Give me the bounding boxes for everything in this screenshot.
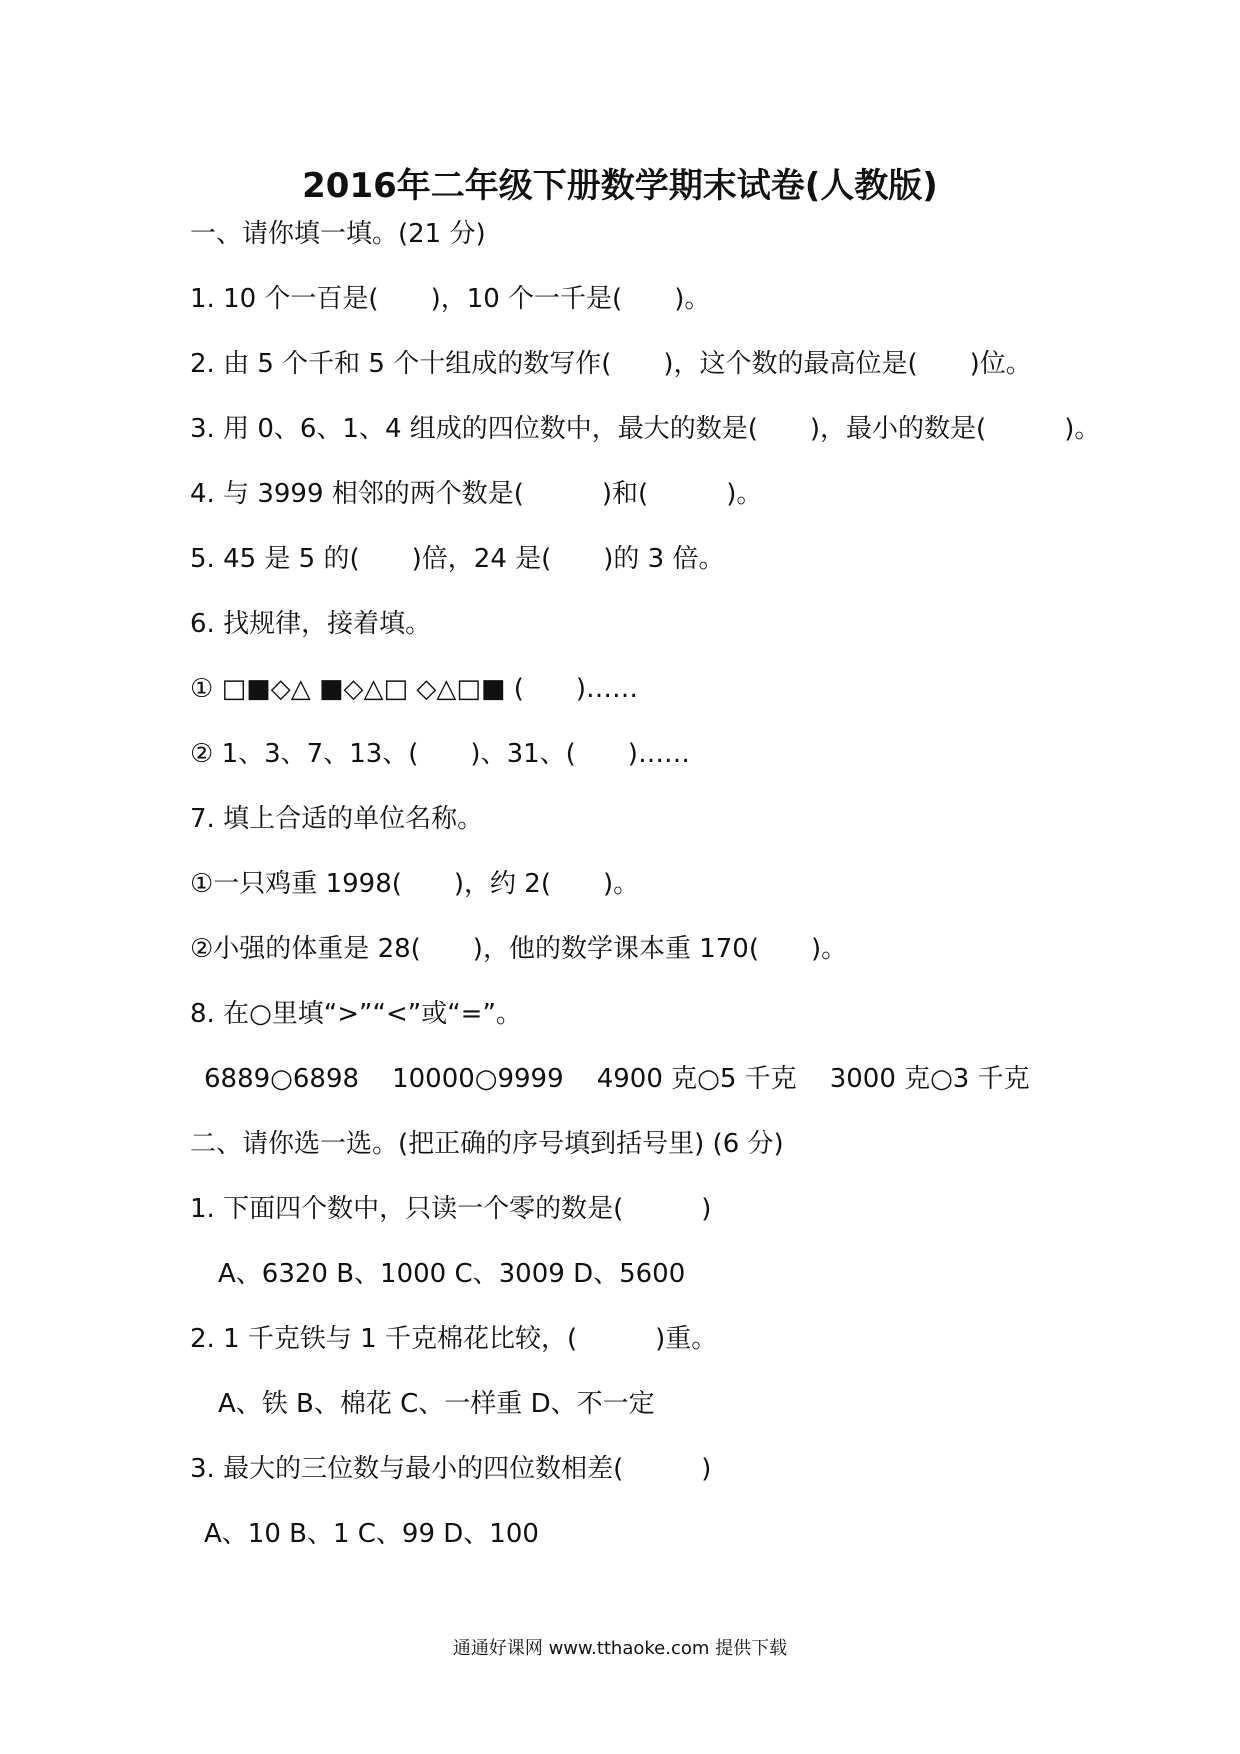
section2-heading: 二、请你选一选。(把正确的序号填到括号里) (6 分) [190, 1129, 784, 1159]
question-2-3: 3. 最大的三位数与最小的四位数相差( ) [190, 1454, 712, 1484]
question-2-2: 2. 1 千克铁与 1 千克棉花比较，( )重。 [190, 1324, 718, 1354]
question-1-1: 1. 10 个一百是( )，10 个一千是( )。 [190, 284, 711, 314]
question-2-1-options: A、6320 B、1000 C、3009 D、5600 [218, 1259, 686, 1289]
page-title: 2016年二年级下册数学期末试卷(人教版) [302, 166, 938, 206]
question-2-1: 1. 下面四个数中，只读一个零的数是( ) [190, 1194, 712, 1224]
question-1-8: 8. 在○里填“>”“<”或“=”。 [190, 999, 522, 1029]
question-1-2: 2. 由 5 个千和 5 个十组成的数写作( )，这个数的最高位是( )位。 [190, 349, 1032, 379]
question-1-3: 3. 用 0、6、1、4 组成的四位数中，最大的数是( )，最小的数是( )。 [190, 414, 1101, 444]
question-1-7-a: ①一只鸡重 1998( )，约 2( )。 [190, 869, 640, 899]
footer-credit: 通通好课网 www.tthaoke.com 提供下载 [452, 1638, 788, 1659]
question-2-2-options: A、铁 B、棉花 C、一样重 D、不一定 [218, 1389, 655, 1419]
question-1-4: 4. 与 3999 相邻的两个数是( )和( )。 [190, 479, 763, 509]
question-1-8-items: 6889○6898 10000○9999 4900 克○5 千克 3000 克○3 千克 [204, 1064, 1030, 1094]
question-2-3-options: A、10 B、1 C、99 D、100 [204, 1519, 539, 1549]
question-1-6-a: ① □■◇△ ■◇△□ ◇△□■ ( )…… [190, 674, 639, 704]
question-1-5: 5. 45 是 5 的( )倍，24 是( )的 3 倍。 [190, 544, 725, 574]
question-1-6-b: ② 1、3、7、13、( )、31、( )…… [190, 739, 690, 769]
section1-heading: 一、请你填一填。(21 分) [190, 219, 486, 249]
question-1-7: 7. 填上合适的单位名称。 [190, 804, 484, 834]
question-1-7-b: ②小强的体重是 28( )，他的数学课本重 170( )。 [190, 934, 848, 964]
question-1-6: 6. 找规律，接着填。 [190, 609, 432, 639]
